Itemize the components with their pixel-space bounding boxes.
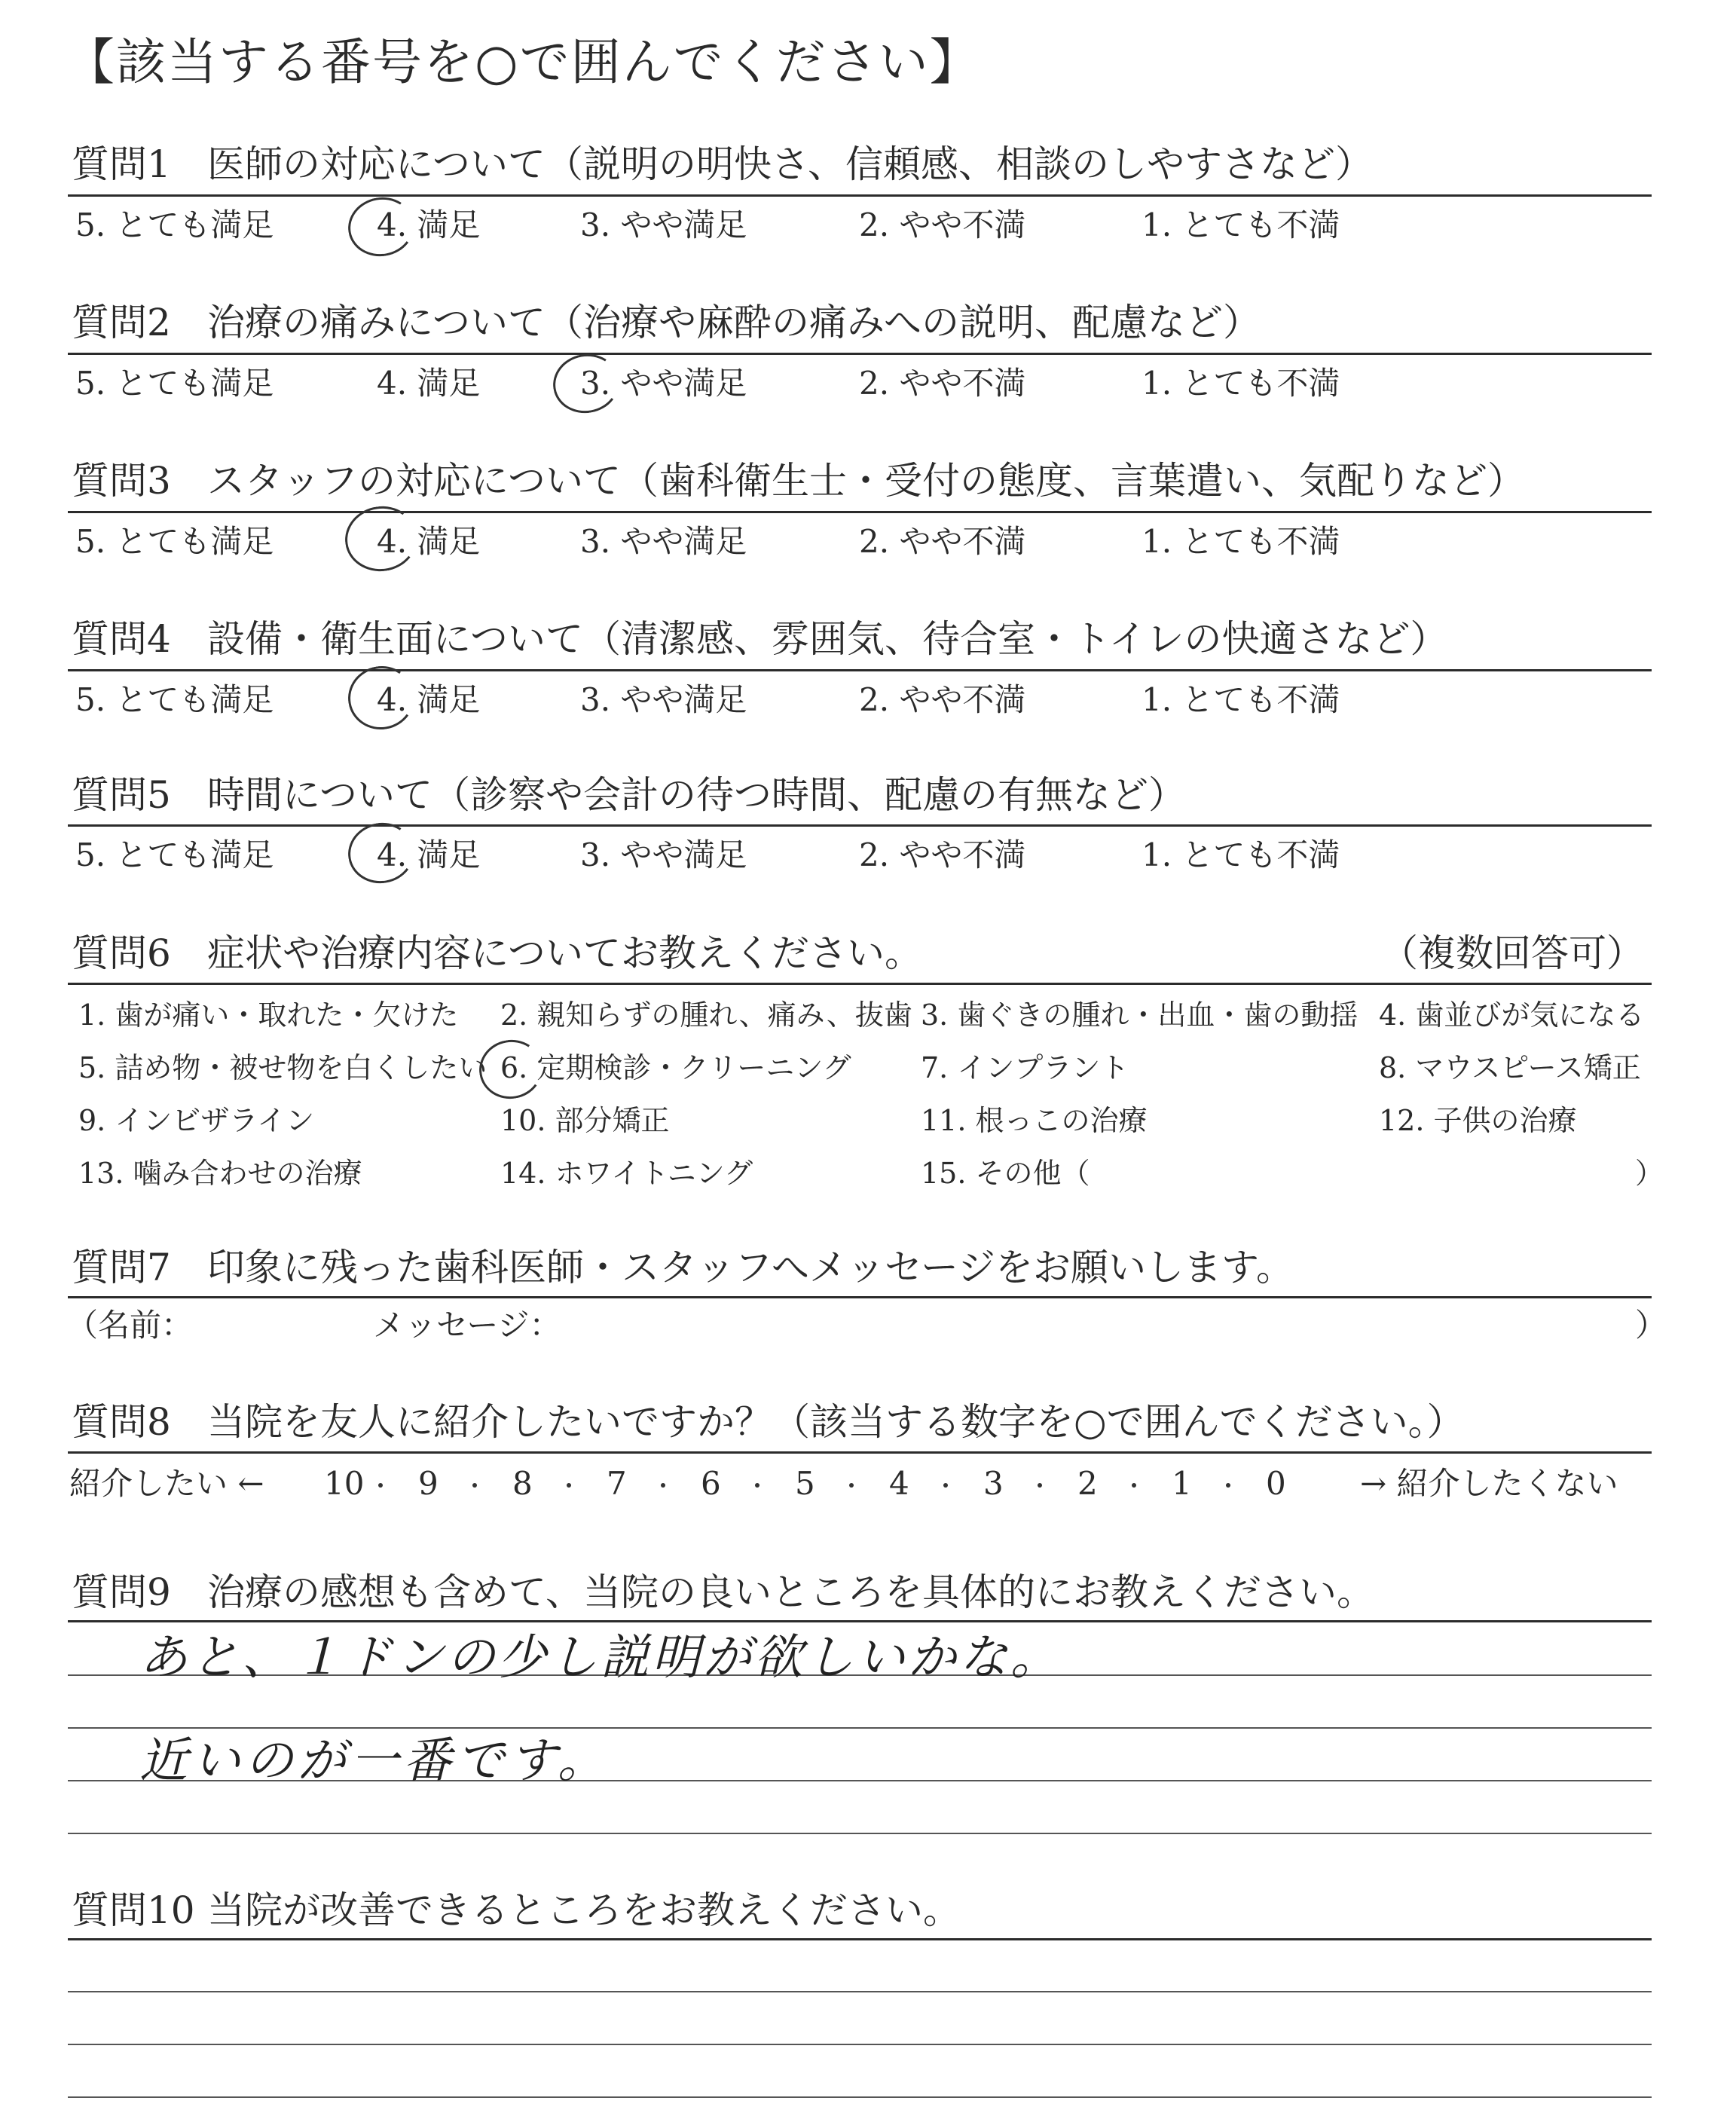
- q9-answer-rule-3: [68, 1727, 1652, 1729]
- q7-name-label: （名前：: [66, 1307, 194, 1344]
- q1-option-4[interactable]: 4. 満足: [377, 206, 481, 243]
- q7-close: ）: [1635, 1307, 1667, 1344]
- question-5-label: 質問5: [72, 773, 171, 817]
- question-6-rule: [68, 983, 1652, 985]
- q6-item-13[interactable]: 13. 噛み合わせの治療: [78, 1157, 362, 1190]
- question-5-rule: [68, 824, 1652, 827]
- q6-item-2[interactable]: 2. 親知らずの腫れ、痛み、抜歯: [500, 998, 912, 1032]
- q8-scale-separator: [1132, 1483, 1136, 1488]
- question-3-text: スタッフの対応について（歯科衛生士・受付の態度、言葉遣い、気配りなど）: [207, 459, 1525, 503]
- q1-option-2[interactable]: 2. やや不満: [859, 206, 1026, 243]
- question-9-text: 治療の感想も含めて、当院の良いところを具体的にお教えください。: [207, 1570, 1374, 1614]
- q8-scale-7[interactable]: 7: [607, 1465, 627, 1502]
- q10-answer-rule-2: [68, 1991, 1652, 1992]
- question-6-text: 症状や治療内容についてお教えください。: [207, 931, 922, 975]
- q6-item-12[interactable]: 12. 子供の治療: [1379, 1104, 1577, 1137]
- q8-scale-separator: [943, 1483, 948, 1488]
- q9-answer-rule-5: [68, 1833, 1652, 1834]
- q8-scale-5[interactable]: 5: [795, 1465, 815, 1502]
- q8-left-label: 紹介したい ←: [69, 1465, 264, 1502]
- q6-item-11[interactable]: 11. 根っこの治療: [921, 1104, 1148, 1137]
- question-5-text: 時間について（診察や会計の待つ時間、配慮の有無など）: [207, 773, 1186, 817]
- question-1-rule: [68, 194, 1652, 197]
- q6-item-5[interactable]: 5. 詰め物・被せ物を白くしたい: [78, 1051, 487, 1084]
- q8-scale-6[interactable]: 6: [701, 1465, 721, 1502]
- q6-item-15[interactable]: 15. その他（: [921, 1157, 1090, 1190]
- q2-option-4[interactable]: 4. 満足: [377, 365, 481, 402]
- question-1-text: 医師の対応について（説明の明快さ、信頼感、相談のしやすさなど）: [207, 142, 1373, 186]
- question-10-text: 当院が改善できるところをお教えください。: [207, 1888, 961, 1932]
- question-6-label: 質問6: [72, 931, 171, 975]
- q8-scale-1[interactable]: 1: [1172, 1465, 1192, 1502]
- q8-scale-9[interactable]: 9: [418, 1465, 439, 1502]
- q10-answer-rule-4: [68, 2096, 1652, 2098]
- q3-option-2[interactable]: 2. やや不満: [859, 523, 1026, 560]
- q8-scale-separator: [1038, 1483, 1042, 1488]
- q8-scale-4[interactable]: 4: [889, 1465, 909, 1502]
- q4-option-1[interactable]: 1. とても不満: [1142, 681, 1340, 718]
- q4-option-4[interactable]: 4. 満足: [377, 681, 481, 718]
- q1-option-5[interactable]: 5. とても満足: [75, 206, 274, 243]
- q7-message-label: メッセージ：: [373, 1307, 561, 1344]
- q8-scale-separator: [755, 1483, 760, 1488]
- question-4-text: 設備・衛生面について（清潔感、雰囲気、待合室・トイレの快適さなど）: [207, 617, 1448, 661]
- q3-option-4[interactable]: 4. 満足: [377, 523, 481, 560]
- q8-scale-separator: [378, 1483, 383, 1488]
- question-2-text: 治療の痛みについて（治療や麻酔の痛みへの説明、配慮など）: [207, 301, 1261, 344]
- q5-option-3[interactable]: 3. やや満足: [580, 836, 747, 873]
- q1-option-3[interactable]: 3. やや満足: [580, 206, 747, 243]
- question-7-rule: [68, 1296, 1652, 1298]
- q6-item-6[interactable]: 6. 定期検診・クリーニング: [500, 1051, 851, 1084]
- q8-right-label: → 紹介したくない: [1360, 1465, 1618, 1502]
- q6-item-8[interactable]: 8. マウスピース矯正: [1379, 1051, 1641, 1084]
- q10-answer-rule-1: [68, 1938, 1652, 1940]
- q2-option-5[interactable]: 5. とても満足: [75, 365, 274, 402]
- page-title: 【該当する番号を○で囲んでください】: [65, 33, 981, 91]
- q3-option-1[interactable]: 1. とても不満: [1142, 523, 1340, 560]
- q8-scale-separator: [849, 1483, 854, 1488]
- q6-item-1[interactable]: 1. 歯が痛い・取れた・欠けた: [78, 998, 459, 1032]
- q6-item-7[interactable]: 7. インプラント: [921, 1051, 1129, 1084]
- q4-option-2[interactable]: 2. やや不満: [859, 681, 1026, 718]
- q8-scale-3[interactable]: 3: [983, 1465, 1004, 1502]
- q8-scale-separator: [472, 1483, 477, 1488]
- q5-option-2[interactable]: 2. やや不満: [859, 836, 1026, 873]
- q6-item-14[interactable]: 14. ホワイトニング: [500, 1157, 753, 1190]
- q8-scale-2[interactable]: 2: [1077, 1465, 1098, 1502]
- q5-option-1[interactable]: 1. とても不満: [1142, 836, 1340, 873]
- q5-option-4[interactable]: 4. 満足: [377, 836, 481, 873]
- q8-scale-8[interactable]: 8: [512, 1465, 533, 1502]
- question-7-label: 質問7: [72, 1246, 171, 1289]
- q5-selection-circle: [344, 818, 420, 888]
- q4-option-5[interactable]: 5. とても満足: [75, 681, 274, 718]
- question-8-label: 質問8: [72, 1400, 171, 1444]
- q8-scale-separator: [661, 1483, 665, 1488]
- q6-item-10[interactable]: 10. 部分矯正: [500, 1104, 670, 1137]
- q2-option-2[interactable]: 2. やや不満: [859, 365, 1026, 402]
- q9-answer-rule-1: [68, 1620, 1652, 1622]
- question-7-text: 印象に残った歯科医師・スタッフへメッセージをお願いします。: [207, 1246, 1294, 1289]
- question-8-rule: [68, 1451, 1652, 1454]
- question-2-label: 質問2: [72, 301, 171, 344]
- q10-answer-rule-3: [68, 2044, 1652, 2045]
- q9-handwritten-line-1: あと、１ドンの少し説明が欲しいかな。: [139, 1630, 1062, 1686]
- question-2-rule: [68, 353, 1652, 355]
- q4-selection-circle: [343, 661, 419, 735]
- q6-selection-circle: [475, 1035, 547, 1103]
- question-3-rule: [68, 511, 1652, 513]
- q1-option-1[interactable]: 1. とても不満: [1142, 206, 1340, 243]
- q2-option-3[interactable]: 3. やや満足: [580, 365, 747, 402]
- q6-item-9[interactable]: 9. インビザライン: [78, 1104, 315, 1137]
- q3-option-5[interactable]: 5. とても満足: [75, 523, 274, 560]
- q8-scale-separator: [1226, 1483, 1230, 1488]
- q8-scale-0[interactable]: 0: [1266, 1465, 1286, 1502]
- q4-option-3[interactable]: 3. やや満足: [580, 681, 747, 718]
- q6-item-15-close: ）: [1635, 1157, 1664, 1190]
- question-6-note: （複数回答可）: [1380, 931, 1644, 975]
- question-1-label: 質問1: [72, 142, 171, 186]
- q8-scale-10[interactable]: 10: [324, 1465, 365, 1502]
- q6-item-3[interactable]: 3. 歯ぐきの腫れ・出血・歯の動揺: [921, 998, 1359, 1032]
- question-4-label: 質問4: [72, 617, 171, 661]
- q1-selection-circle: [344, 192, 419, 261]
- q9-handwritten-line-2: 近いのが一番です。: [139, 1733, 610, 1789]
- q3-option-3[interactable]: 3. やや満足: [580, 523, 747, 560]
- question-4-rule: [68, 669, 1652, 671]
- question-8-text: 当院を友人に紹介したいですか？（該当する数字を○で囲んでください。）: [207, 1400, 1465, 1444]
- q6-item-4[interactable]: 4. 歯並びが気になる: [1379, 998, 1645, 1032]
- q8-scale-separator: [567, 1483, 571, 1488]
- q2-selection-circle: [549, 349, 624, 418]
- question-10-label: 質問10: [72, 1888, 195, 1932]
- q2-option-1[interactable]: 1. とても不満: [1142, 365, 1340, 402]
- question-9-label: 質問9: [72, 1570, 171, 1614]
- question-3-label: 質問3: [72, 459, 171, 503]
- q5-option-5[interactable]: 5. とても満足: [75, 836, 274, 873]
